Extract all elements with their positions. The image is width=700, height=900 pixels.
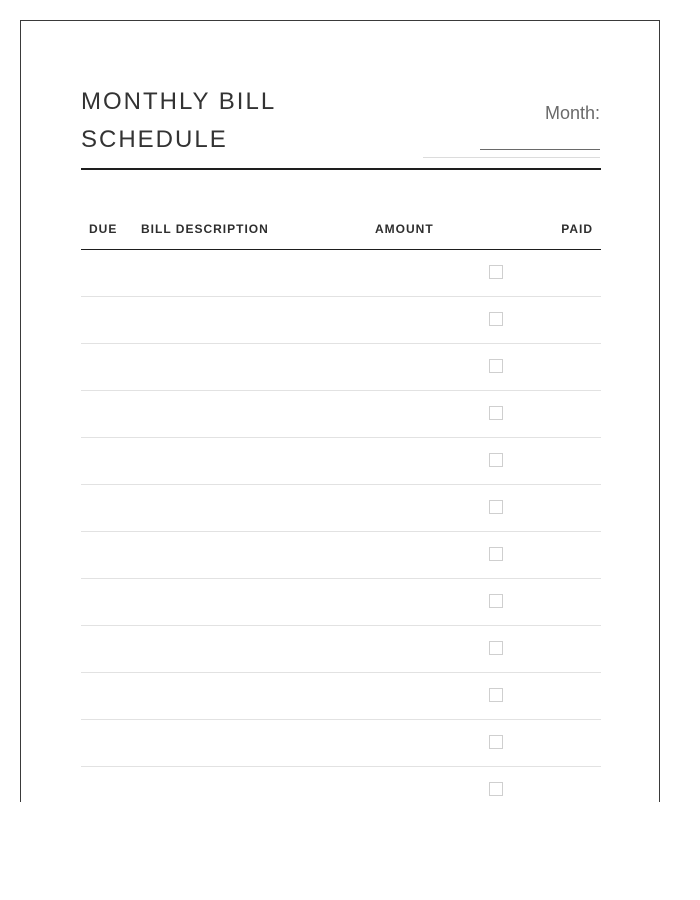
column-header-due: DUE bbox=[89, 222, 118, 236]
month-input-line[interactable] bbox=[480, 149, 600, 150]
paid-checkbox[interactable] bbox=[489, 688, 503, 702]
paid-checkbox[interactable] bbox=[489, 500, 503, 514]
table-row[interactable] bbox=[81, 344, 601, 391]
month-field bbox=[480, 101, 600, 150]
paid-checkbox[interactable] bbox=[489, 641, 503, 655]
table-row[interactable] bbox=[81, 297, 601, 344]
table-row[interactable] bbox=[81, 767, 601, 802]
paid-checkbox[interactable] bbox=[489, 547, 503, 561]
column-header-bill-description: BILL DESCRIPTION bbox=[141, 222, 269, 236]
table-row[interactable] bbox=[81, 391, 601, 438]
month-label: Month: bbox=[544, 103, 600, 123]
paid-checkbox[interactable] bbox=[489, 735, 503, 749]
table-row[interactable] bbox=[81, 673, 601, 720]
month-underline-faint bbox=[423, 157, 600, 158]
bill-rows bbox=[81, 250, 601, 802]
page-title: MONTHLY BILL SCHEDULE bbox=[81, 88, 276, 153]
paid-checkbox[interactable] bbox=[489, 359, 503, 373]
title-divider bbox=[81, 168, 601, 170]
bill-schedule-page bbox=[20, 20, 660, 802]
paid-checkbox[interactable] bbox=[489, 312, 503, 326]
paid-checkbox[interactable] bbox=[489, 265, 503, 279]
column-header-paid: PAID bbox=[561, 222, 593, 236]
table-row[interactable] bbox=[81, 626, 601, 673]
table-row[interactable] bbox=[81, 250, 601, 297]
paid-checkbox[interactable] bbox=[489, 453, 503, 467]
table-header bbox=[81, 219, 601, 250]
paid-checkbox[interactable] bbox=[489, 406, 503, 420]
paid-checkbox[interactable] bbox=[489, 782, 503, 796]
table-row[interactable] bbox=[81, 532, 601, 579]
paid-checkbox[interactable] bbox=[489, 594, 503, 608]
table-row[interactable] bbox=[81, 720, 601, 767]
table-row[interactable] bbox=[81, 485, 601, 532]
table-row[interactable] bbox=[81, 438, 601, 485]
table-row[interactable] bbox=[81, 579, 601, 626]
column-header-amount: AMOUNT bbox=[375, 222, 434, 236]
